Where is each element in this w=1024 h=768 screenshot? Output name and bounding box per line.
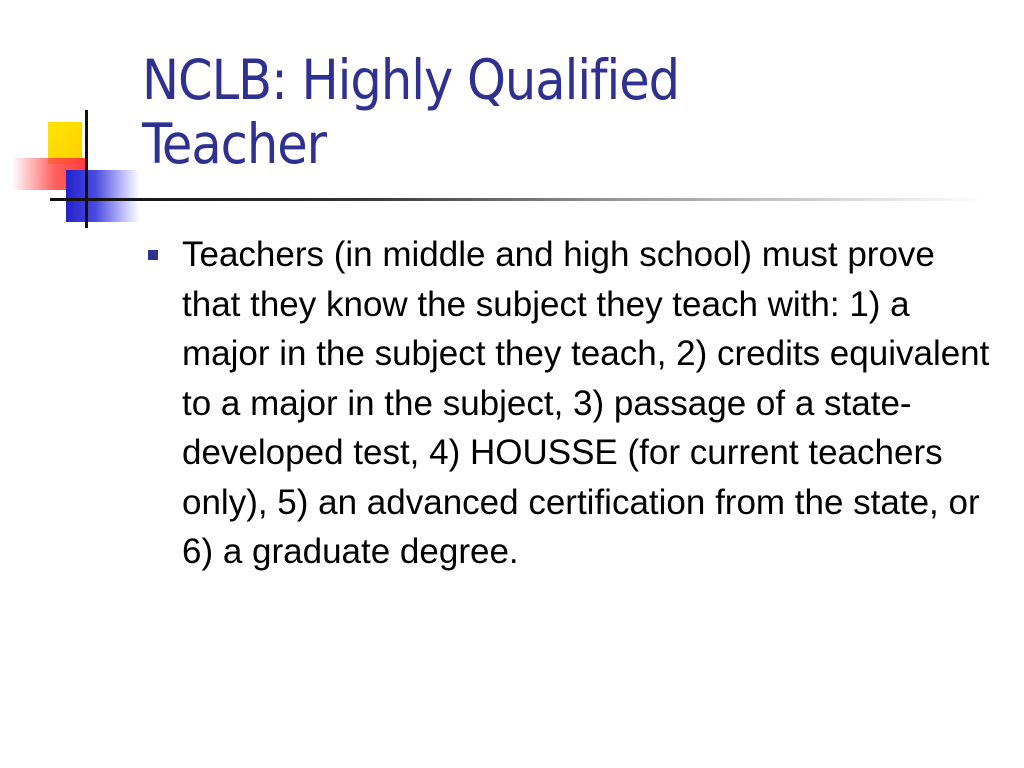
slide-title-line-2: Teacher: [142, 112, 326, 176]
slide-title: [142, 48, 982, 176]
bullet-item: [146, 230, 996, 577]
logo-vertical-line: [85, 110, 88, 228]
logo-blue-square: [66, 170, 140, 222]
title-underline: [85, 198, 985, 201]
bullet-list: [146, 230, 996, 577]
decorative-logo: [0, 100, 140, 230]
bullet-text: Teachers (in middle and high school) must prove that they know the subject they teach with: 1) a major in the subject they teach, 2) credits equivalent to a major in the subject, 3) passage of a state-developed test, 4) HOUSSE (for current teachers only), 5) an advanced certification from the state, or 6) a graduate degree.: [182, 235, 990, 571]
slide-title-line-1: NCLB: Highly Qualified: [142, 48, 680, 112]
square-bullet-icon: [148, 250, 158, 260]
